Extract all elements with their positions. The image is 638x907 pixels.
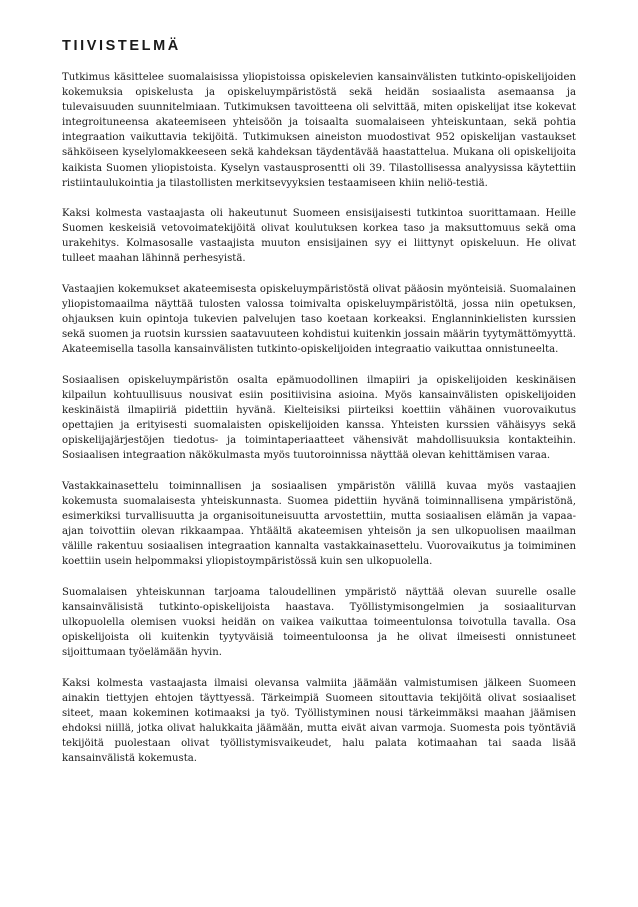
paragraph: Vastaajien kokemukset akateemisesta opiskeluympäristöstä olivat pääosin myönteisiä. Suomalainen yliopistomaailma näyttää tulosten valossa toimivalta opiskeluympäristöltä, jossa niin opetuksen, ohjauksen kuin opintoja tukevien palvelujen taso koetaan korkeaksi. Englanninkielisten kurssien sekä suomen ja ruotsin kurssien saatavuuteen kohdistui kuitenkin jossain määrin tyytymättömyyttä. Akateemisella tasolla kansainvälisten tutkinto-opiskelijoiden integraatio vaikuttaa onnistuneelta. (62, 283, 576, 356)
paragraph: Sosiaalisen opiskeluympäristön osalta epämuodollinen ilmapiiri ja opiskelijoiden keskinäisen kilpailun kohtuullisuus nousivat esiin positiivisina asioina. Myös kansainvälisten opiskelijoiden keskinäistä ilmapiiriä pidettiin hyvänä. Kielteisiksi piirteiksi koettiin vähäinen vuorovaikutus opettajien ja erityisesti suomalaisten opiskelijoiden kanssa. Yhteisten kurssien vähäisyys sekä opiskelijajärjestöjen tiedotus- ja toimintaperiaatteet vähensivät mahdollisuuksia kontakteihin. Sosiaalisen integraation näkökulmasta myös tuutoroinnissa näyttää olevan kehittämisen varaa. (62, 374, 576, 462)
page-title: TIIVISTELMÄ (62, 38, 181, 54)
paragraph: Vastakkainasettelu toiminnallisen ja sosiaalisen ympäristön välillä kuvaa myös vastaajien kokemusta suomalaisesta yhteiskunnasta. Suomea pidettiin hyvänä toiminnallisena ympäristönä, esimerkiksi turvallisuutta ja organisoituneisuutta arvostettiin, mutta sosiaalisen elämän ja vapaa-ajan toivottiin olevan rikkaampaa. Yhtäältä akateemisen yhteisön ja sen ulkopuolisen maailman välille rakentuu sosiaalisen integraation kannalta vastakkainasettelu. Vuorovaikutus ja toimiminen koettiin usein helpommaksi yliopistoympäristössä kuin sen ulkopuolella. (62, 480, 576, 568)
document-page (62, 38, 576, 781)
paragraph: Suomalaisen yhteiskunnan tarjoama taloudellinen ympäristö näyttää olevan suurelle osalle kansainvälisistä tutkinto-opiskelijoista haastava. Työllistymisongelmien ja sosiaaliturvan ulkopuolella olemisen vuoksi heidän on vaikea vaikuttaa toimeentulonsa toivotulla tavalla. Osa opiskelijoista oli kuitenkin tyytyväisiä toimeentuloonsa ja he olivat ilmeisesti onnistuneet sijoittumaan työelämään hyvin. (62, 586, 576, 659)
paragraph: Tutkimus käsittelee suomalaisissa yliopistoissa opiskelevien kansainvälisten tutkinto-opiskelijoiden kokemuksia opiskelusta ja opiskeluympäristöstä sekä heidän sosiaalista asemaansa ja tulevaisuuden suunnitelmiaan. Tutkimuksen tavoitteena oli selvittää, miten opiskelijat itse kokevat integroituneensa akateemiseen yhteisöön ja toisaalta suomalaiseen yhteiskuntaan, sekä pohtia integraation vaikuttavia tekijöitä. Tutkimuksen aineiston muodostivat 952 opiskelijan vastaukset sähköiseen kyselylomakkeeseen sekä kahdeksan täydentävää haastattelua. Mukana oli opiskelijoita kaikista Suomen yliopistoista. Kyselyn vastausprosentti oli 39. Tilastollisessa analyysissa käytettiin ristiintaulukointia ja tilastollisten merkitsevyyksien testaamiseen khiin neliö-testiä. (62, 72, 576, 189)
paragraph: Kaksi kolmesta vastaajasta ilmaisi olevansa valmiita jäämään valmistumisen jälkeen Suomeen ainakin tiettyjen ehtojen täyttyessä. Tärkeimpiä Suomeen sitouttavia tekijöitä olivat sosiaaliset siteet, maan kokeminen kotimaaksi ja työ. Työllistyminen nousi tärkeimmäksi maahan jäämisen ehdoksi niillä, jotka olivat halukkaita jäämään, mutta eivät aivan varmoja. Suomesta pois työntäviä tekijöitä puolestaan olivat työllistymisvaikeudet, halu palata kotimaahan tai saada lisää kansainvälistä kokemusta. (62, 677, 576, 764)
paragraph: Kaksi kolmesta vastaajasta oli hakeutunut Suomeen ensisijaisesti tutkintoa suorittamaan. Heille Suomen keskeisiä vetovoimatekijöitä olivat koulutuksen korkea taso ja maksuttomuus sekä oma urakehitys. Kolmasosalle vastaajista muuton ensisijainen syy ei liittynyt opiskeluun. He olivat tulleet maahan lähinnä perhesyistä. (62, 208, 576, 265)
